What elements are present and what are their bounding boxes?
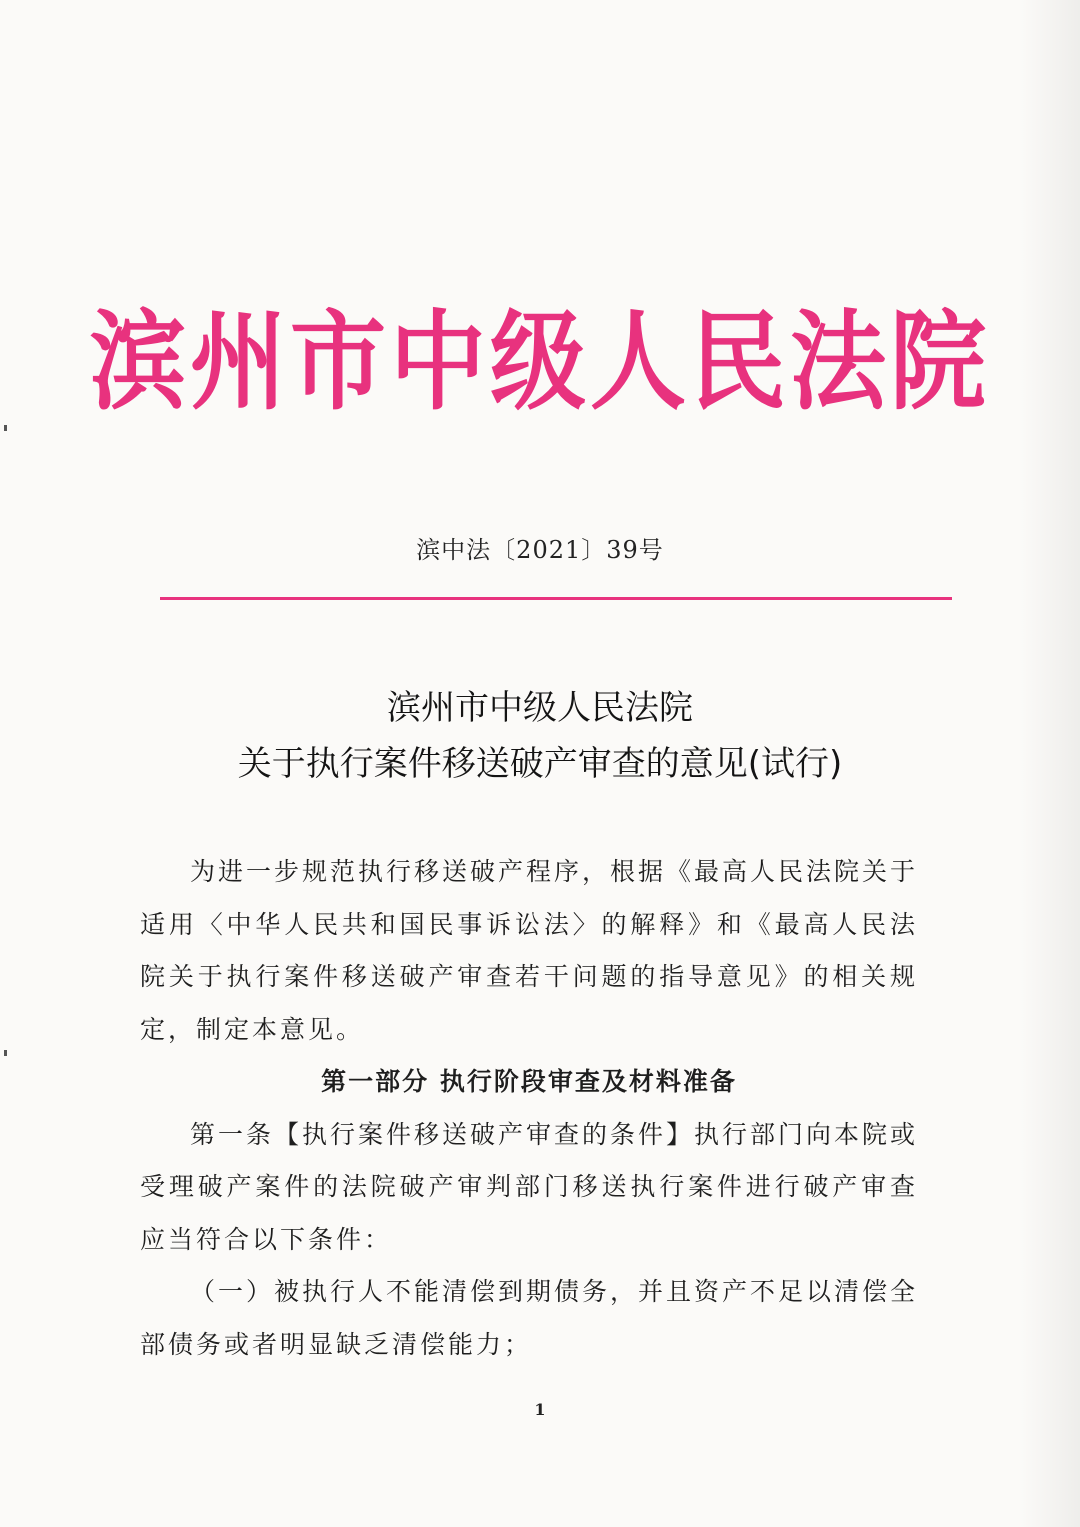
section-heading: 第一部分 执行阶段审查及材料准备 [321, 1067, 737, 1096]
red-divider-line [160, 597, 952, 600]
clause-1-paragraph: （一）被执行人不能清偿到期债务，并且资产不足以清偿全部债务或者明显缺乏清偿能力； [140, 1277, 919, 1359]
document-title [0, 680, 1080, 792]
scan-mark [4, 1050, 7, 1056]
article-1-paragraph: 第一条【执行案件移送破产审查的条件】执行部门向本院或受理破产案件的法院破产审判部门移送执行案件进行破产审查应当符合以下条件： [140, 1119, 919, 1254]
court-header-title: 滨州市中级人民法院 [90, 299, 990, 425]
document-body [140, 846, 918, 1371]
title-line-2: 关于执行案件移送破产审查的意见(试行) [237, 744, 843, 784]
document-number: 滨中法〔2021〕39号 [416, 536, 664, 564]
title-line-1: 滨州市中级人民法院 [387, 688, 693, 728]
page-number: 1 [534, 1400, 546, 1419]
intro-paragraph: 为进一步规范执行移送破产程序，根据《最高人民法院关于适用〈中华人民共和国民事诉讼法〉的解释》和《最高人民法院关于执行案件移送破产审查若干问题的指导意见》的相关规定，制定本意见。 [140, 857, 919, 1044]
